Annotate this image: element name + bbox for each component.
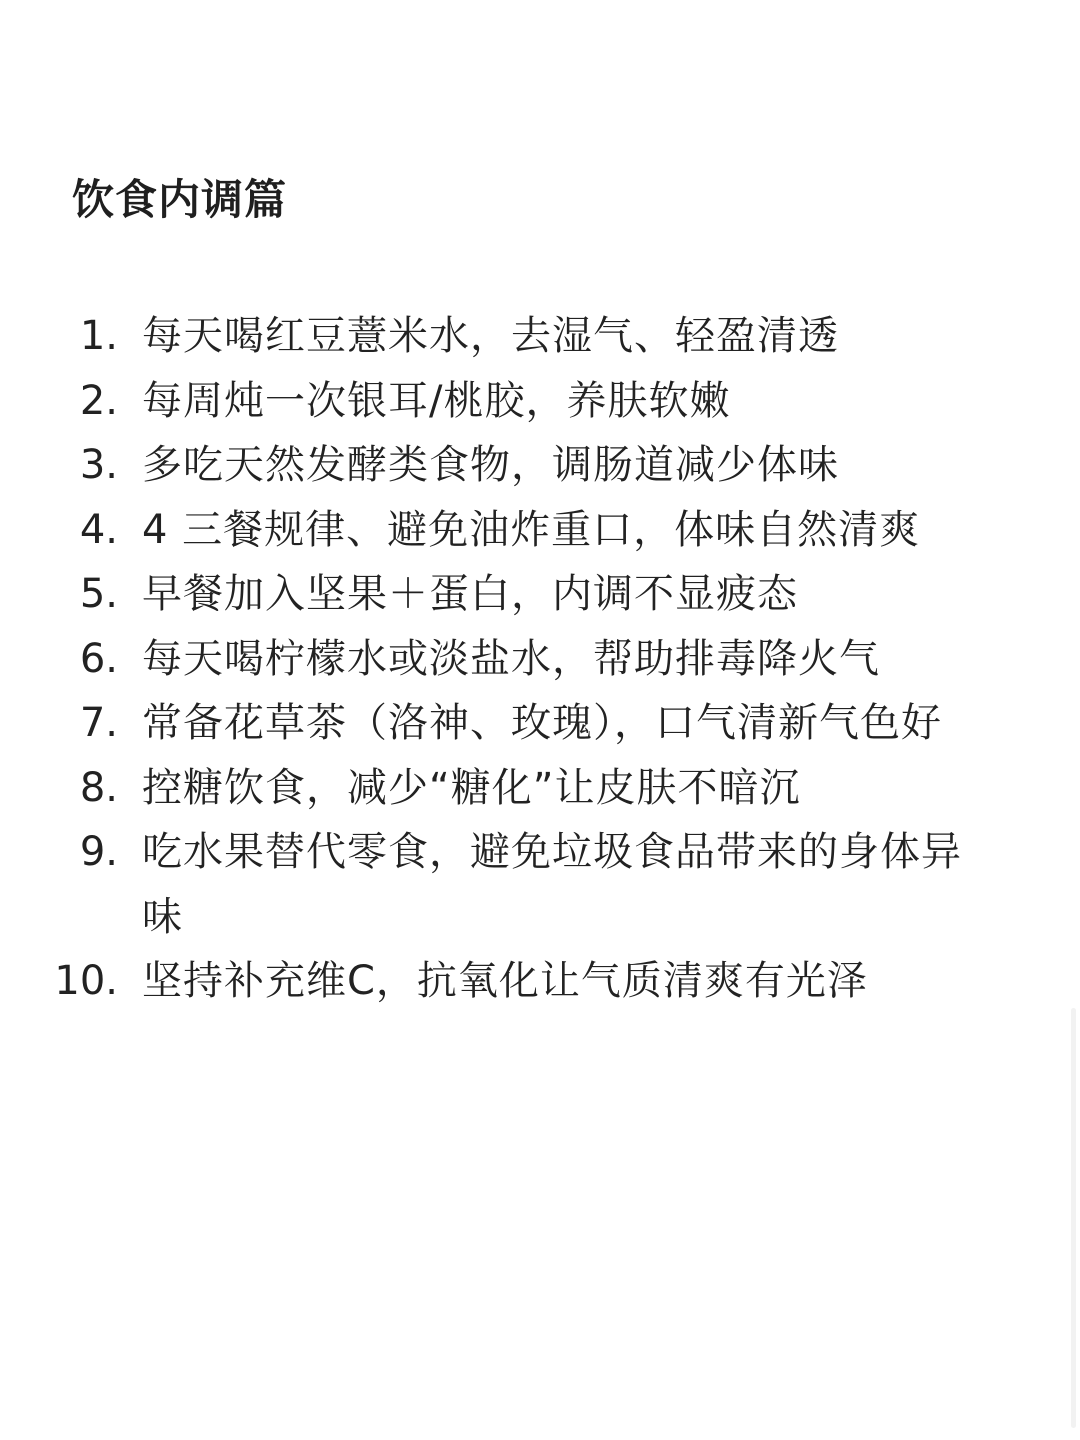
scrollbar[interactable] bbox=[1071, 1008, 1076, 1428]
list-item bbox=[0, 691, 1080, 756]
item-text: 控糖饮食，减少“糖化”让皮肤不暗沉 bbox=[142, 764, 801, 811]
item-number: 8. bbox=[79, 764, 118, 811]
item-number: 1. bbox=[79, 313, 118, 359]
item-number: 5. bbox=[79, 571, 118, 617]
list-item bbox=[0, 304, 1080, 369]
item-text: 多吃天然发酵类食物，调肠道减少体味 bbox=[142, 442, 839, 488]
list-item bbox=[0, 498, 1080, 563]
item-number: 2. bbox=[79, 377, 118, 424]
item-text: 4 三餐规律、避免油炸重口，体味自然清爽 bbox=[142, 506, 921, 553]
list-item bbox=[0, 562, 1080, 627]
item-text: 每周炖一次银耳/桃胶，养肤软嫩 bbox=[142, 377, 731, 424]
section-heading: 饮食内调篇 bbox=[72, 175, 288, 224]
item-number: 7. bbox=[79, 700, 118, 746]
list-item bbox=[0, 627, 1080, 692]
item-number: 6. bbox=[79, 635, 118, 682]
item-number: 9. bbox=[79, 829, 118, 875]
list-item bbox=[0, 820, 1080, 949]
list-item bbox=[0, 949, 1080, 1014]
item-number: 10. bbox=[54, 958, 118, 1004]
item-number: 3. bbox=[79, 442, 118, 488]
list-item bbox=[0, 369, 1080, 434]
item-text: 常备花草茶（洛神、玫瑰），口气清新气色好 bbox=[142, 700, 942, 746]
item-text: 每天喝红豆薏米水，去湿气、轻盈清透 bbox=[142, 313, 839, 359]
item-text: 每天喝柠檬水或淡盐水，帮助排毒降火气 bbox=[142, 635, 880, 682]
list-item bbox=[0, 756, 1080, 821]
item-text: 早餐加入坚果＋蛋白，内调不显疲态 bbox=[142, 571, 798, 617]
tips-list bbox=[0, 304, 1080, 1014]
item-number: 4. bbox=[79, 506, 118, 553]
item-text: 坚持补充维C，抗氧化让气质清爽有光泽 bbox=[142, 958, 868, 1004]
item-text: 吃水果替代零食，避免垃圾食品带来的身体异味 bbox=[142, 829, 962, 940]
list-item bbox=[0, 433, 1080, 498]
